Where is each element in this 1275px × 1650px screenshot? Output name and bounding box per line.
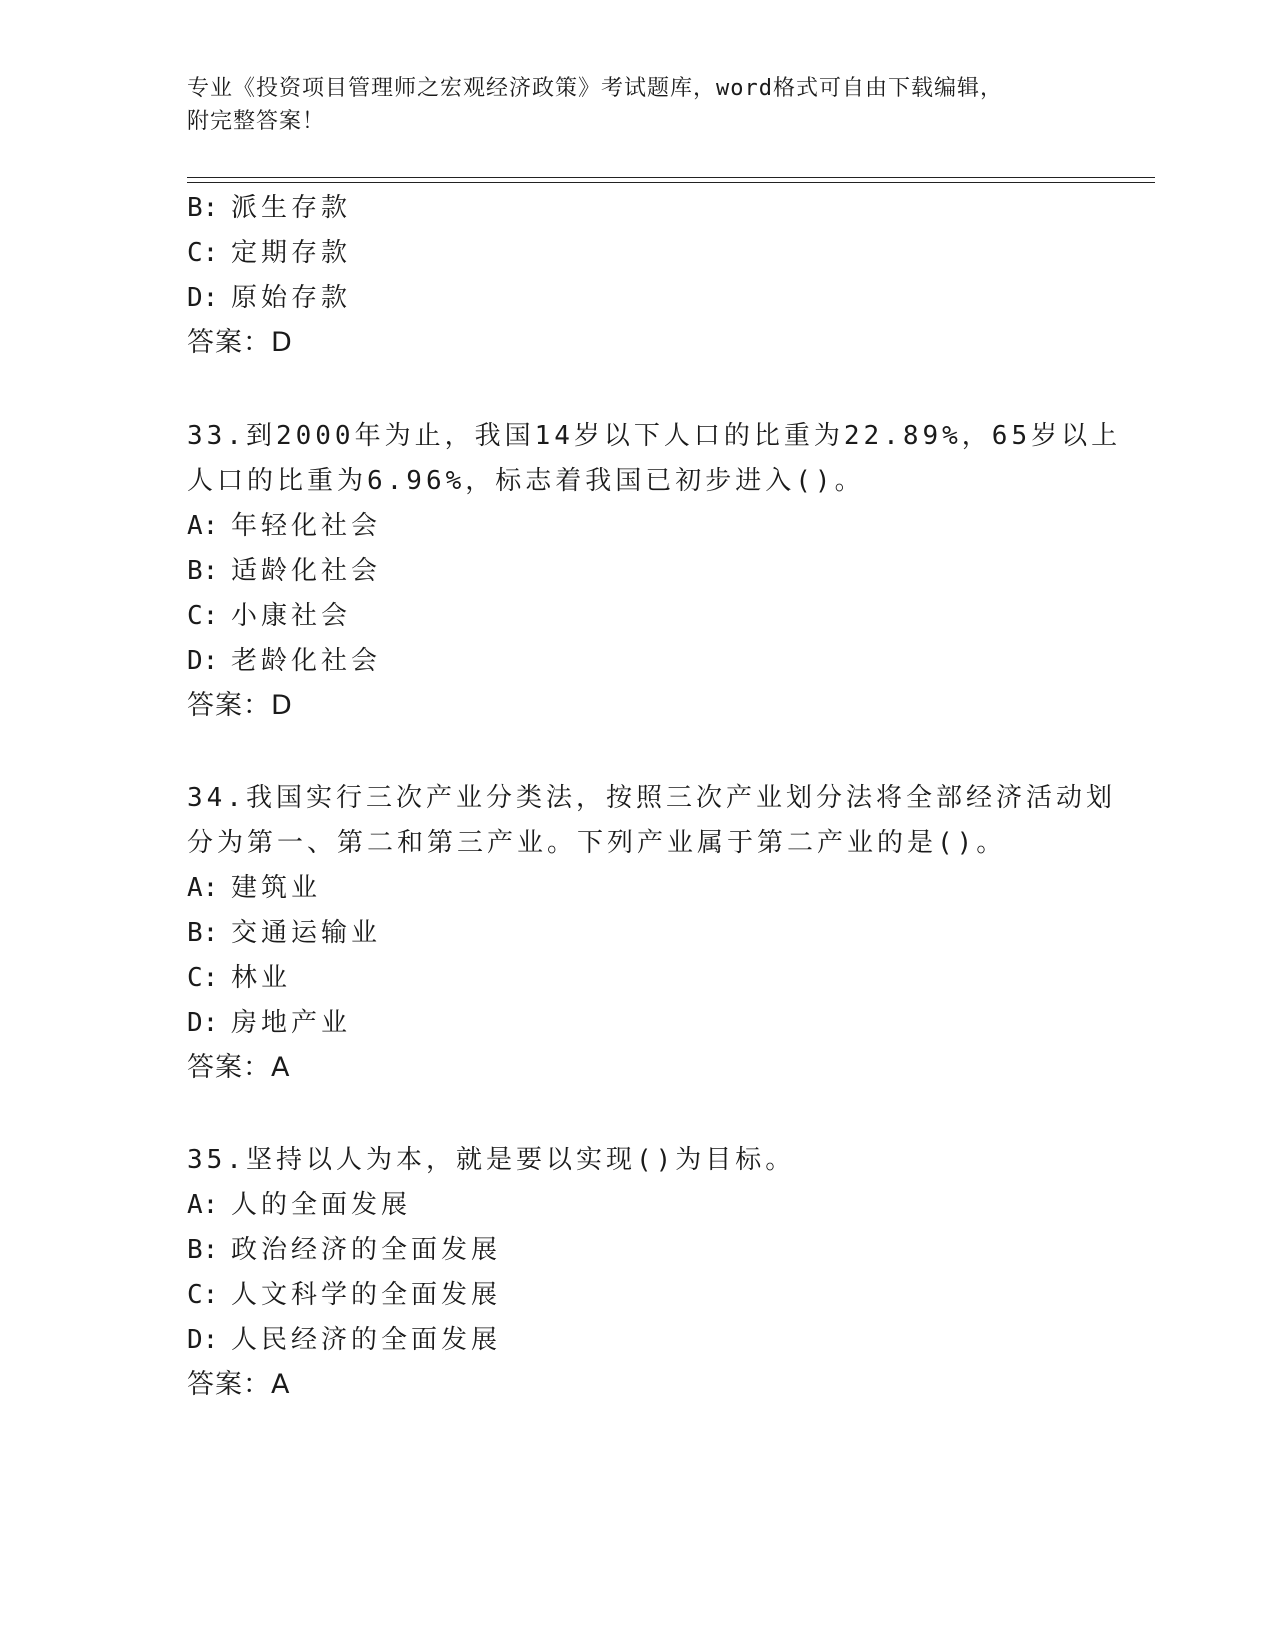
answer-prev: 答案：D [187, 327, 293, 358]
answer-34: 答案：A [187, 1052, 291, 1083]
option-33-d: D: 老龄化社会 [187, 646, 382, 676]
option-34-d: D: 房地产业 [187, 1008, 352, 1038]
header-line-2: 附完整答案！ [187, 109, 326, 134]
document-header [187, 72, 1067, 138]
option-prev-d: D: 原始存款 [187, 283, 352, 313]
option-35-b: B: 政治经济的全面发展 [187, 1235, 502, 1265]
option-33-b: B: 适龄化社会 [187, 556, 382, 586]
option-prev-c: C: 定期存款 [187, 238, 352, 268]
question-34-stem-1: 34.我国实行三次产业分类法，按照三次产业划分法将全部经济活动划 [187, 783, 1116, 813]
option-33-c: C: 小康社会 [187, 601, 352, 631]
option-34-a: A: 建筑业 [187, 873, 322, 903]
question-33-stem-1: 33.到2000年为止，我国14岁以下人口的比重为22.89%，65岁以上 [187, 421, 1122, 451]
question-34-stem-2: 分为第一、第二和第三产业。下列产业属于第二产业的是()。 [187, 828, 1007, 858]
question-33-stem-2: 人口的比重为6.96%，标志着我国已初步进入()。 [187, 466, 865, 496]
header-divider-bottom [187, 182, 1155, 183]
option-35-d: D: 人民经济的全面发展 [187, 1325, 502, 1355]
option-35-a: A: 人的全面发展 [187, 1190, 412, 1220]
answer-35: 答案：A [187, 1369, 291, 1400]
option-34-c: C: 林业 [187, 963, 292, 993]
option-prev-b: B: 派生存款 [187, 193, 352, 223]
header-divider-top [187, 177, 1155, 178]
option-34-b: B: 交通运输业 [187, 918, 382, 948]
option-35-c: C: 人文科学的全面发展 [187, 1280, 502, 1310]
question-35-stem-1: 35.坚持以人为本，就是要以实现()为目标。 [187, 1145, 796, 1175]
option-33-a: A: 年轻化社会 [187, 511, 382, 541]
header-line-1: 专业《投资项目管理师之宏观经济政策》考试题库，word格式可自由下载编辑， [187, 76, 1003, 101]
answer-33: 答案：D [187, 690, 293, 721]
